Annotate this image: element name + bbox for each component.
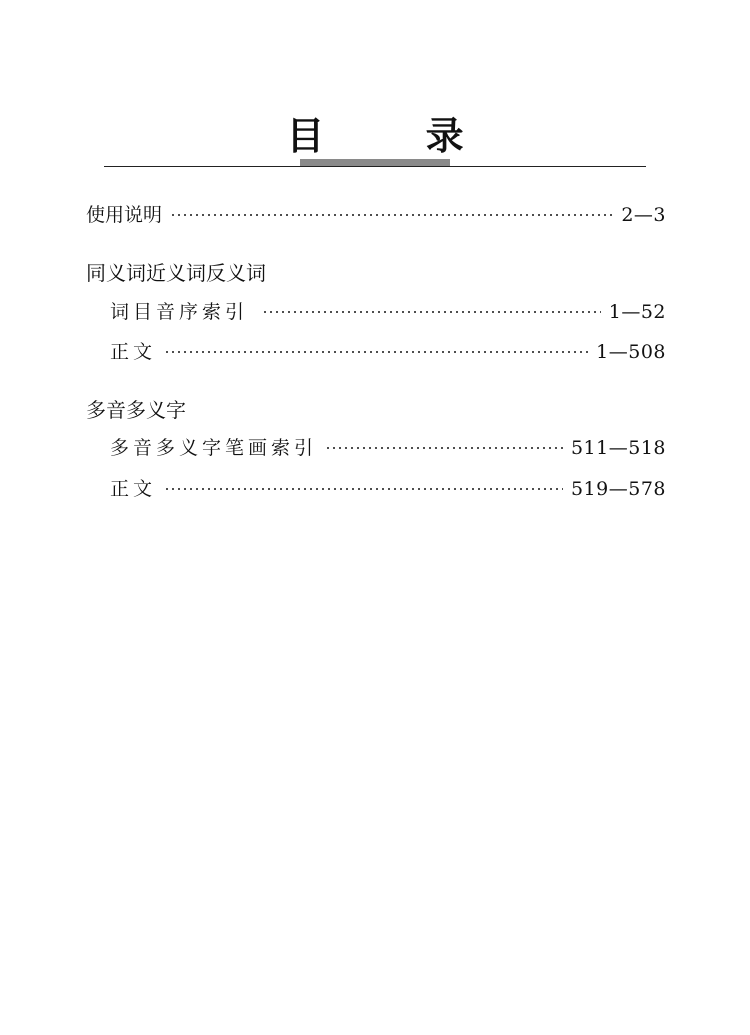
toc-entry-page: 511—518 bbox=[570, 437, 666, 459]
toc-entry-label: 正文 bbox=[110, 478, 157, 500]
toc-entry-label: 使用说明 bbox=[86, 204, 163, 226]
dot-leader bbox=[164, 488, 563, 490]
toc-entry-label: 词目音序索引 bbox=[110, 301, 249, 323]
toc-entry-label: 正文 bbox=[110, 341, 157, 363]
title-block bbox=[104, 108, 646, 170]
toc-entry-polyphonic-index[interactable] bbox=[110, 433, 666, 463]
toc-entry-polyphonic-text[interactable] bbox=[110, 474, 666, 504]
section-heading-synonyms: 同义词近义词反义词 bbox=[86, 261, 266, 285]
toc-entry-label: 多音多义字笔画索引 bbox=[110, 437, 318, 459]
dot-leader bbox=[262, 311, 601, 313]
toc-entry-page: 1—52 bbox=[608, 301, 666, 323]
page-title: 目 录 bbox=[286, 114, 508, 158]
toc-entry-usage[interactable] bbox=[86, 200, 666, 230]
title-underline-accent bbox=[300, 159, 450, 166]
section-heading-polyphonic: 多音多义字 bbox=[86, 398, 186, 422]
dot-leader bbox=[325, 447, 563, 449]
toc-entry-synonym-text[interactable] bbox=[110, 337, 666, 367]
toc-entry-page: 519—578 bbox=[570, 478, 666, 500]
dot-leader bbox=[170, 214, 613, 216]
toc-entry-page: 1—508 bbox=[596, 341, 666, 363]
toc-entry-page: 2—3 bbox=[621, 204, 666, 226]
toc-entry-synonym-index[interactable] bbox=[110, 297, 666, 327]
title-underline bbox=[104, 166, 646, 167]
dot-leader bbox=[164, 351, 588, 353]
